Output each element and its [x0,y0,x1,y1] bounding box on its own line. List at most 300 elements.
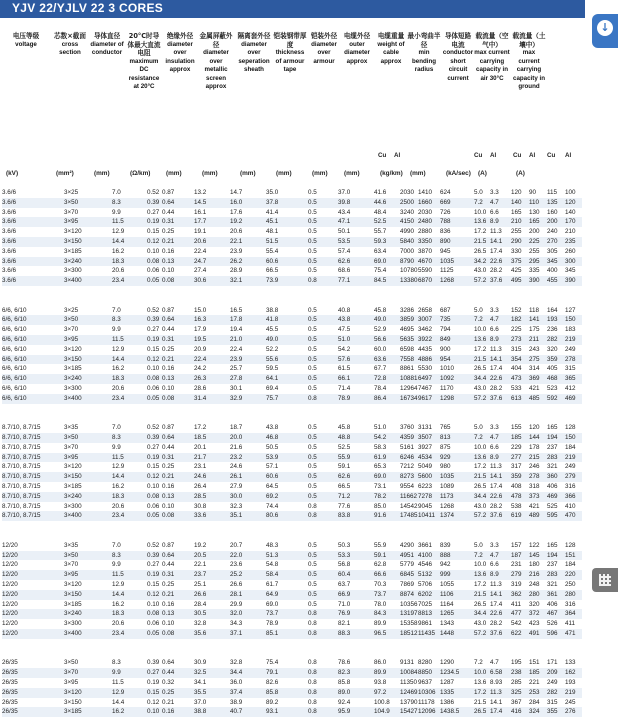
table-cell: 22.0 [230,551,243,559]
table-cell: 0.31 [162,336,175,343]
table-row [2,443,582,453]
header-label-en: outer diameter approx [344,40,370,65]
header-cell [52,32,88,58]
group-spacer [2,639,582,649]
table-cell: 195 [511,659,522,667]
table-cell: 624 [440,189,451,196]
table-cell: 165 [547,541,558,549]
table-cell: 18512 [400,630,418,637]
table-cell: 3×400 [64,394,82,402]
table-cell: 0.21 [162,355,175,363]
table-cell: 1035 [440,473,455,481]
table-cell: 6/6, 6/10 [2,394,27,402]
table-cell: 12/20 [2,620,18,628]
table-cell: 73.7 [266,610,279,618]
table-cell: 51.0 [374,424,387,432]
table-cell: 3.3 [490,424,499,432]
table-cell: 5132 [418,571,433,579]
table-cell: 20.6 [112,385,125,392]
table-cell: 0.5 [308,355,317,363]
table-cell: 7.0 [112,424,121,432]
table-cell: 1386 [440,698,455,706]
table-cell: 20.6 [112,620,125,628]
table-cell: 406 [547,483,558,490]
table-cell: 8.7/10, 8.7/15 [2,502,41,510]
table-cell: 22.1 [230,238,243,245]
table-cell: 231 [511,561,522,569]
table-cell: 219 [565,688,576,696]
table-cell: 1335 [440,688,455,696]
table-cell: 0.8 [308,277,317,285]
table-cell: 157 [511,541,522,549]
table-cell: 3×35 [64,541,79,549]
table-cell: 8.7/10, 8.7/15 [2,434,41,441]
table-cell: 55.9 [374,541,387,549]
header-label-zh: 电缆外径 [343,32,371,40]
table-cell: 1374 [440,512,455,520]
table-cell: 22.4 [194,247,207,255]
table-cell: 20.6 [112,267,125,275]
table-cell: 0.27 [147,326,160,334]
table-cell: 63.6 [374,355,387,363]
table-cell: 3.6/6 [2,267,17,275]
table-cell: 16.2 [112,247,125,255]
table-cell: 175 [529,326,540,334]
table-cell: 165 [511,208,522,216]
table-cell: 1055 [440,581,455,588]
table-cell: 0.39 [147,316,160,324]
download-tab[interactable] [592,14,618,48]
table-cell: 21.5 [474,473,487,481]
table-cell: 0.15 [147,463,160,471]
table-cell: 6202 [418,590,433,598]
table-cell: 6.6 [490,326,499,334]
table-cell: 3240 [400,208,415,216]
table-cell: 0.5 [308,581,317,588]
table-cell: 8.9 [490,571,499,579]
table-cell: 0.5 [308,257,317,265]
table-cell: 26.4 [194,483,207,490]
table-cell: 324 [529,708,540,716]
table-cell: 12096 [418,708,436,716]
table-cell: 455 [547,277,558,285]
table-cell: 17.6 [230,208,243,216]
table-cell: 250 [565,581,576,588]
table-row [2,208,582,218]
table-cell: 0.5 [308,590,317,598]
table-cell: 4435 [418,345,433,353]
table-cell: 315 [547,698,558,706]
table-cell: 26.3 [194,375,207,383]
table-cell: 43.0 [474,267,487,275]
table-row [2,227,582,237]
table-cell: 27.4 [194,267,207,275]
table-cell: 0.44 [162,326,175,334]
table-cell: 52.5 [374,218,387,226]
table-cell: 9554 [400,483,415,490]
table-cell: 26/35 [2,688,18,696]
table-cell: 55.9 [338,453,351,461]
table-cell: 0.87 [162,189,175,196]
table-cell: 11.5 [112,453,124,461]
table-cell: 0.64 [162,198,175,206]
table-cell: 183 [565,326,576,334]
table-cell: 43.0 [474,385,487,392]
table-cell: 3×120 [64,228,82,236]
table-cell: 14.1 [490,590,503,598]
table-cell: 21.7 [194,453,207,461]
table-cell: 0.87 [162,541,175,549]
table-cell: 410 [565,502,576,510]
table-cell: 7.2 [474,659,483,667]
table-cell: 0.25 [162,463,175,471]
table-cell: 3×120 [64,581,82,588]
table-cell: 155 [511,424,522,432]
table-cell: 48.1 [266,228,279,236]
table-cell: 280 [529,590,540,598]
table-cell: 19.5 [194,336,207,343]
table-cell: 182 [511,316,522,324]
table-row [2,698,582,708]
table-cell: 0.39 [147,198,160,206]
table-cell: 35.0 [266,189,279,196]
table-cell: 4150 [400,218,415,226]
table-cell: 0.27 [147,443,160,451]
table-cell: 10881 [400,375,418,383]
table-cell: 1448 [440,630,455,637]
table-cell: 11.5 [112,571,124,579]
table-row [2,364,582,374]
table-cell: 144 [529,434,540,441]
table-cell: 929 [440,453,451,461]
table-cell: 3661 [418,541,433,549]
table-row [2,247,582,257]
table-cell: 104.9 [374,708,390,716]
table-cell: 1234.5 [440,669,460,677]
table-cell: 2880 [418,228,433,236]
table-cell: 1438.5 [440,708,460,716]
table-cell: 236 [547,326,558,334]
table-cell: 315 [565,365,576,373]
table-row [2,678,582,688]
table-cell: 0.15 [147,688,160,696]
table-cell: 1035 [440,257,455,265]
table-cell: 3922 [418,336,433,343]
table-cell: 219 [565,453,576,461]
header-unit: (A) [516,170,525,177]
header-label-en: diameter over metallic screen approx [203,49,229,90]
table-cell: 6/6, 6/10 [2,336,27,343]
table-cell: 6/6, 6/10 [2,306,27,314]
table-cell: 0.27 [147,669,160,677]
table-cell: 24.6 [194,473,207,481]
table-cell: 193 [565,679,576,686]
table-cell: 23.7 [194,571,207,579]
table-cell: 89.9 [374,620,387,628]
table-cell: 12.9 [112,345,125,353]
table-cell: 20.5 [194,551,207,559]
group-spacer [2,404,582,414]
table-cell: 23.9 [230,247,243,255]
header-sub-al: Al [565,152,572,159]
table-cell: 0.52 [147,306,160,314]
table-cell: 26.1 [230,473,243,481]
table-cell: 4.7 [490,434,499,441]
table-cell: 0.10 [147,600,160,608]
table-cell: 3×50 [64,198,79,206]
table-cell: 58.4 [266,571,279,579]
table-cell: 0.19 [147,336,160,343]
table-cell: 48.8 [338,434,351,441]
table-cell: 31.4 [194,394,207,402]
table-cell: 425 [511,267,522,275]
download-icon: ↓ [597,20,613,36]
table-cell: 49.0 [374,316,387,324]
table-cell: 3×70 [64,208,79,216]
table-cell: 162 [565,669,576,677]
table-cell: 12/20 [2,581,18,588]
table-cell: 50.3 [338,541,351,549]
table-cell: 170 [565,218,576,226]
table-cell: 18.3 [112,375,125,383]
table-cell: 8.9 [490,336,499,343]
table-cell: 66.9 [338,590,351,598]
table-cell: 592 [547,394,558,402]
table-cell: 0.5 [308,375,317,383]
table-cell: 120 [565,198,576,206]
table-cell: 8.7/10, 8.7/15 [2,424,41,432]
table-cell: 22.1 [194,561,207,569]
table-cell: 57.2 [474,630,487,637]
table-cell: 3×240 [64,610,82,618]
table-cell: 3×50 [64,659,79,667]
table-cell: 71.2 [338,492,351,500]
table-cell: 11.3 [490,228,502,236]
table-cell: 280 [565,590,576,598]
table-cell: 1287 [440,679,455,686]
table-cell: 9637 [418,679,433,686]
table-cell: 10780 [400,267,418,275]
table-row [2,590,582,600]
table-cell: 184 [565,561,576,569]
table-cell: 43.4 [338,208,351,216]
table-cell: 283 [547,453,558,461]
table-cell: 38.9 [230,698,243,706]
table-cell: 73.1 [374,483,387,490]
table-cell: 0.12 [147,238,160,245]
table-cell: 0.52 [147,541,160,549]
table-cell: 0.10 [147,247,160,255]
table-cell: 526 [547,620,558,628]
table-cell: 0.25 [162,345,175,353]
table-cell: 735 [440,316,451,324]
table-cell: 49.0 [266,336,279,343]
table-cell: 3286 [400,306,415,314]
table-cell: 17.2 [474,581,487,588]
table-cell: 12469 [400,688,418,696]
table-cell: 0.25 [162,581,175,588]
table-cell: 21.5 [474,698,487,706]
table-cell: 0.44 [162,669,175,677]
table-cell: 84.5 [374,277,387,285]
table-cell: 75.4 [266,659,279,667]
table-cell: 416 [511,708,522,716]
table-cell: 3507 [418,434,433,441]
table-cell: 27.9 [230,483,243,490]
table-cell: 321 [547,463,558,471]
header-label-en: max current carrying capacity in ground [513,49,545,90]
table-cell: 26.2 [230,257,243,265]
table-cell: 273 [511,336,522,343]
table-cell: 12/20 [2,590,18,598]
table-row [2,355,582,365]
table-cell: 0.5 [308,424,317,432]
table-cell: 11.3 [490,581,502,588]
table-cell: 30.1 [230,385,243,392]
qr-code-button[interactable] [592,568,618,592]
table-cell: 3×150 [64,473,82,481]
table-cell: 26/35 [2,698,18,706]
table-cell: 890 [440,238,451,245]
table-cell: 6870 [418,277,433,285]
table-cell: 92.4 [338,698,351,706]
table-cell: 0.08 [147,492,160,500]
table-cell: 25.2 [230,571,243,579]
table-cell: 0.8 [308,502,317,510]
table-cell: 839 [440,541,451,549]
table-cell: 471 [565,630,576,637]
header-cell [340,32,374,66]
table-cell: 32.3 [230,502,243,510]
table-cell: 43.0 [474,502,487,510]
table-cell: 0.5 [308,385,317,392]
table-cell: 26/35 [2,679,18,686]
table-cell: 0.16 [162,483,175,490]
table-cell: 0.08 [162,277,175,285]
table-cell: 345 [565,267,576,275]
table-cell: 86.4 [374,394,387,402]
table-cell: 0.8 [308,394,317,402]
title-bar [0,0,585,18]
table-cell: 0.5 [308,316,317,324]
table-cell: 249 [547,679,558,686]
table-cell: 13.6 [474,571,487,579]
table-cell: 29.9 [230,600,243,608]
table-cell: 215 [529,453,540,461]
header-label-zh: 最小弯曲半径 [407,32,441,49]
table-cell: 43.8 [338,316,351,324]
table-cell: 57.2 [474,277,487,285]
table-cell: 0.05 [147,277,160,285]
table-cell: 8.3 [112,551,121,559]
table-cell: 73.9 [266,277,279,285]
table-cell: 372 [529,610,540,618]
table-cell: 25.7 [230,365,243,373]
table-cell: 0.31 [162,218,175,226]
table-cell: 34.4 [230,669,243,677]
table-cell: 78.0 [374,600,387,608]
header-label-en: min bending radius [411,49,437,73]
table-cell: 14.4 [112,238,125,245]
table-cell: 53.9 [266,453,279,461]
table-cell: 3×185 [64,708,82,716]
table-cell: 51.0 [338,336,351,343]
table-cell: 57.2 [474,512,487,520]
header-unit: (A) [478,170,487,177]
table-cell: 45.1 [266,218,279,226]
table-row [2,384,582,394]
table-cell: 77.1 [338,277,351,285]
table-cell: 11.3 [490,345,502,353]
table-cell: 211 [529,336,540,343]
table-cell: 0.5 [308,463,317,471]
table-cell: 3×25 [64,189,79,196]
table-cell: 34.4 [474,375,487,383]
table-cell: 6598 [400,345,415,353]
table-cell: 0.5 [308,443,317,451]
table-cell: 80.6 [266,512,279,520]
table-cell: 3×240 [64,257,82,265]
table-cell: 34.3 [230,620,243,628]
group-spacer [2,521,582,531]
table-cell: 277 [511,453,522,461]
table-cell: 60.4 [338,571,351,579]
table-row [2,600,582,610]
table-cell: 193 [547,316,558,324]
table-cell: 619 [511,512,522,520]
table-cell: 495 [511,277,522,285]
header-unit: (kV) [6,170,19,177]
table-cell: 38.8 [194,708,207,716]
table-cell: 345 [547,257,558,265]
table-cell: 8874 [400,590,415,598]
table-cell: 282 [547,688,558,696]
table-cell: 4100 [418,551,433,559]
table-cell: 128 [565,541,576,549]
header-unit: (kA/sec) [446,170,471,177]
table-cell: 32.0 [230,610,243,618]
table-cell: 66.6 [374,571,387,579]
table-cell: 275 [529,355,540,363]
table-cell: 3×185 [64,247,82,255]
table-cell: 3×185 [64,365,82,373]
table-cell: 164 [547,306,558,314]
table-cell: 8.7/10, 8.7/15 [2,483,41,490]
table-cell: 0.25 [162,228,175,236]
table-cell: 71.0 [338,600,351,608]
table-cell: 59.3 [374,238,387,245]
table-cell: 836 [440,228,451,236]
table-cell: 3×150 [64,698,82,706]
table-cell: 46.8 [266,434,279,441]
table-cell: 12/20 [2,630,18,637]
table-cell: 45.8 [374,306,387,314]
table-cell: 3927 [418,443,433,451]
table-cell: 75.4 [374,267,387,275]
table-cell: 78.6 [338,659,351,667]
table-cell: 0.16 [162,247,175,255]
table-cell: 13380 [400,277,418,285]
table-cell: 140 [565,208,576,216]
table-cell: 61.7 [266,581,279,588]
table-cell: 4.7 [490,551,499,559]
header-unit: (mm²) [56,170,74,177]
table-cell: 0.12 [147,473,160,481]
table-cell: 23.1 [194,463,207,471]
table-cell: 44.6 [374,198,387,206]
table-cell: 23.4 [112,512,125,520]
table-cell: 0.44 [162,561,175,569]
